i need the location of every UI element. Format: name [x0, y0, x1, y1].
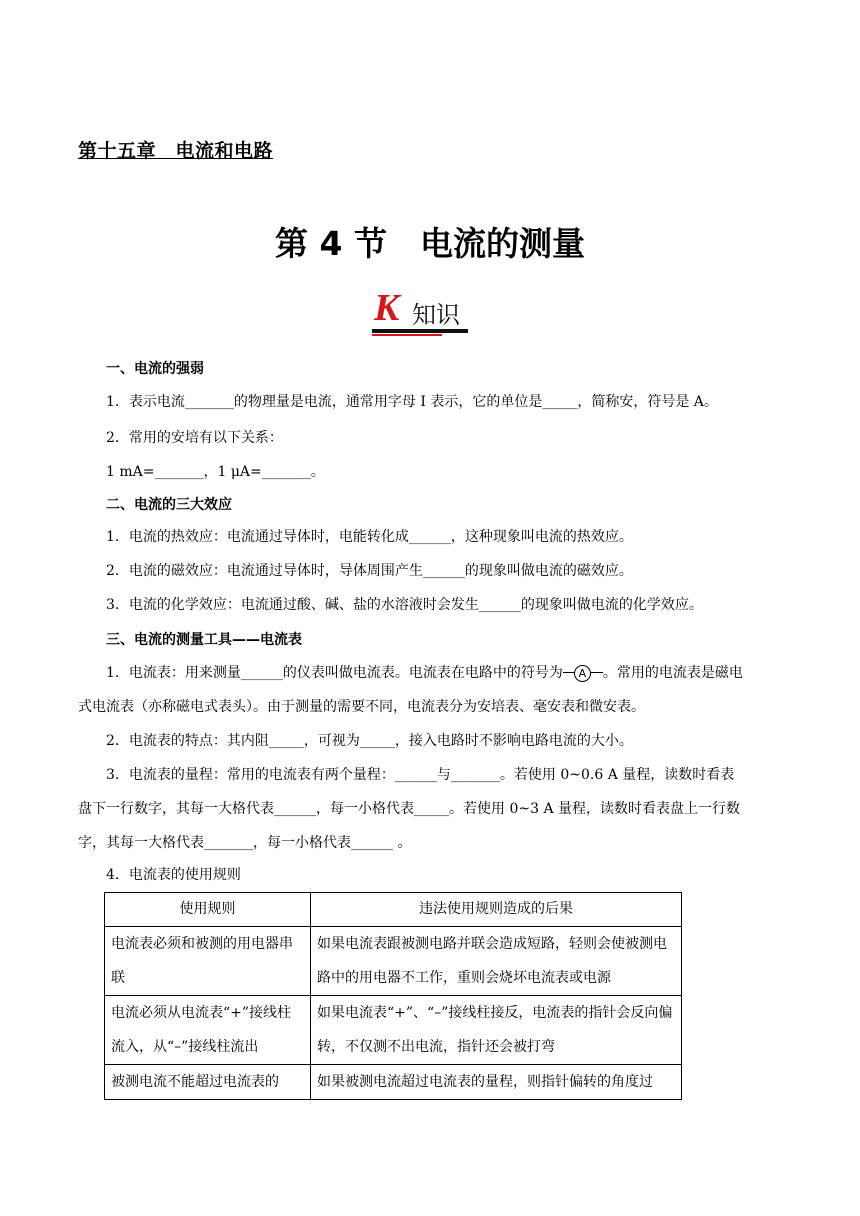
table-cell: 电流表必须和被测的用电器串联: [105, 927, 311, 996]
badge-underline-accent: [372, 334, 442, 336]
badge-letter: K: [374, 287, 400, 329]
heading-ammeter: 三、电流的测量工具——电流表: [106, 632, 302, 648]
paragraph-line: 2．常用的安培有以下关系：: [106, 430, 283, 446]
table-row: [105, 1065, 682, 1100]
table-row: [105, 996, 682, 1065]
paragraph-line: 盘下一行数字，其每一大格代表______，每一小格代表_____。若使用 0~3 A 量程，读数时看表盘上一行数: [78, 801, 741, 817]
table-cell: 电流必须从电流表“+”接线柱流入，从“–”接线柱流出: [105, 996, 311, 1065]
paragraph-line: 式电流表（亦称磁电式表头）。由于测量的需要不同，电流表分为安培表、毫安表和微安表。: [78, 699, 645, 715]
heading-current-strength: 一、电流的强弱: [106, 361, 204, 377]
ammeter-text-before: 1．电流表：用来测量______的仪表叫做电流表。电流表在电路中的符号为: [106, 665, 563, 681]
ammeter-text-after: 。常用的电流表是磁电: [602, 665, 743, 681]
knowledge-badge: [372, 286, 470, 338]
section-title: 第 4 节 电流的测量: [275, 224, 585, 263]
paragraph-line: 1．电流的热效应：电流通过导体时，电能转化成______，这种现象叫电流的热效应。: [106, 529, 633, 545]
paragraph-line: 2．电流表的特点：其内阻_____，可视为_____，接入电路时不影响电路电流的大小。: [106, 733, 633, 749]
table-cell: 如果电流表“+”、“–”接线柱接反，电流表的指针会反向偏转，不仅测不出电流，指针还会被打弯: [311, 996, 682, 1065]
paragraph-line: [106, 656, 743, 690]
table-header-cell: 使用规则: [105, 893, 311, 927]
paragraph-line: 3．电流的化学效应：电流通过酸、碱、盐的水溶液时会发生______的现象叫做电流的化学效应。: [106, 597, 703, 613]
chapter-heading: 第十五章 电流和电路: [78, 140, 274, 162]
paragraph-line: 2．电流的磁效应：电流通过导体时，导体周围产生______的现象叫做电流的磁效应。: [106, 563, 633, 579]
table-cell: 如果被测电流超过电流表的量程，则指针偏转的角度过: [311, 1065, 682, 1100]
table-cell: 如果电流表跟被测电路并联会造成短路，轻则会使被测电路中的用电器不工作，重则会烧坏电流表或电源: [311, 927, 682, 996]
badge-text: 知识: [412, 301, 460, 329]
paragraph-line: 1．表示电流_______的物理量是电流，通常用字母 I 表示，它的单位是_____，简称安，符号是 A。: [106, 394, 718, 410]
table-header-row: [105, 893, 682, 927]
ammeter-rules-table: [104, 892, 682, 1100]
paragraph-line: 4．电流表的使用规则: [106, 867, 241, 883]
ammeter-symbol-icon: A: [563, 665, 603, 681]
heading-three-effects: 二、电流的三大效应: [106, 497, 232, 513]
table-row: [105, 927, 682, 996]
paragraph-line: 1 mA=_______，1 μA=_______。: [106, 464, 325, 480]
table-cell: 被测电流不能超过电流表的: [105, 1065, 311, 1100]
badge-underline: [372, 329, 468, 333]
paragraph-line: 字，其每一大格代表_______，每一小格代表______ 。: [78, 835, 412, 851]
table-header-cell: 违法使用规则造成的后果: [311, 893, 682, 927]
paragraph-line: 3．电流表的量程：常用的电流表有两个量程：______与_______。若使用 0~0.6 A 量程，读数时看表: [106, 767, 735, 783]
